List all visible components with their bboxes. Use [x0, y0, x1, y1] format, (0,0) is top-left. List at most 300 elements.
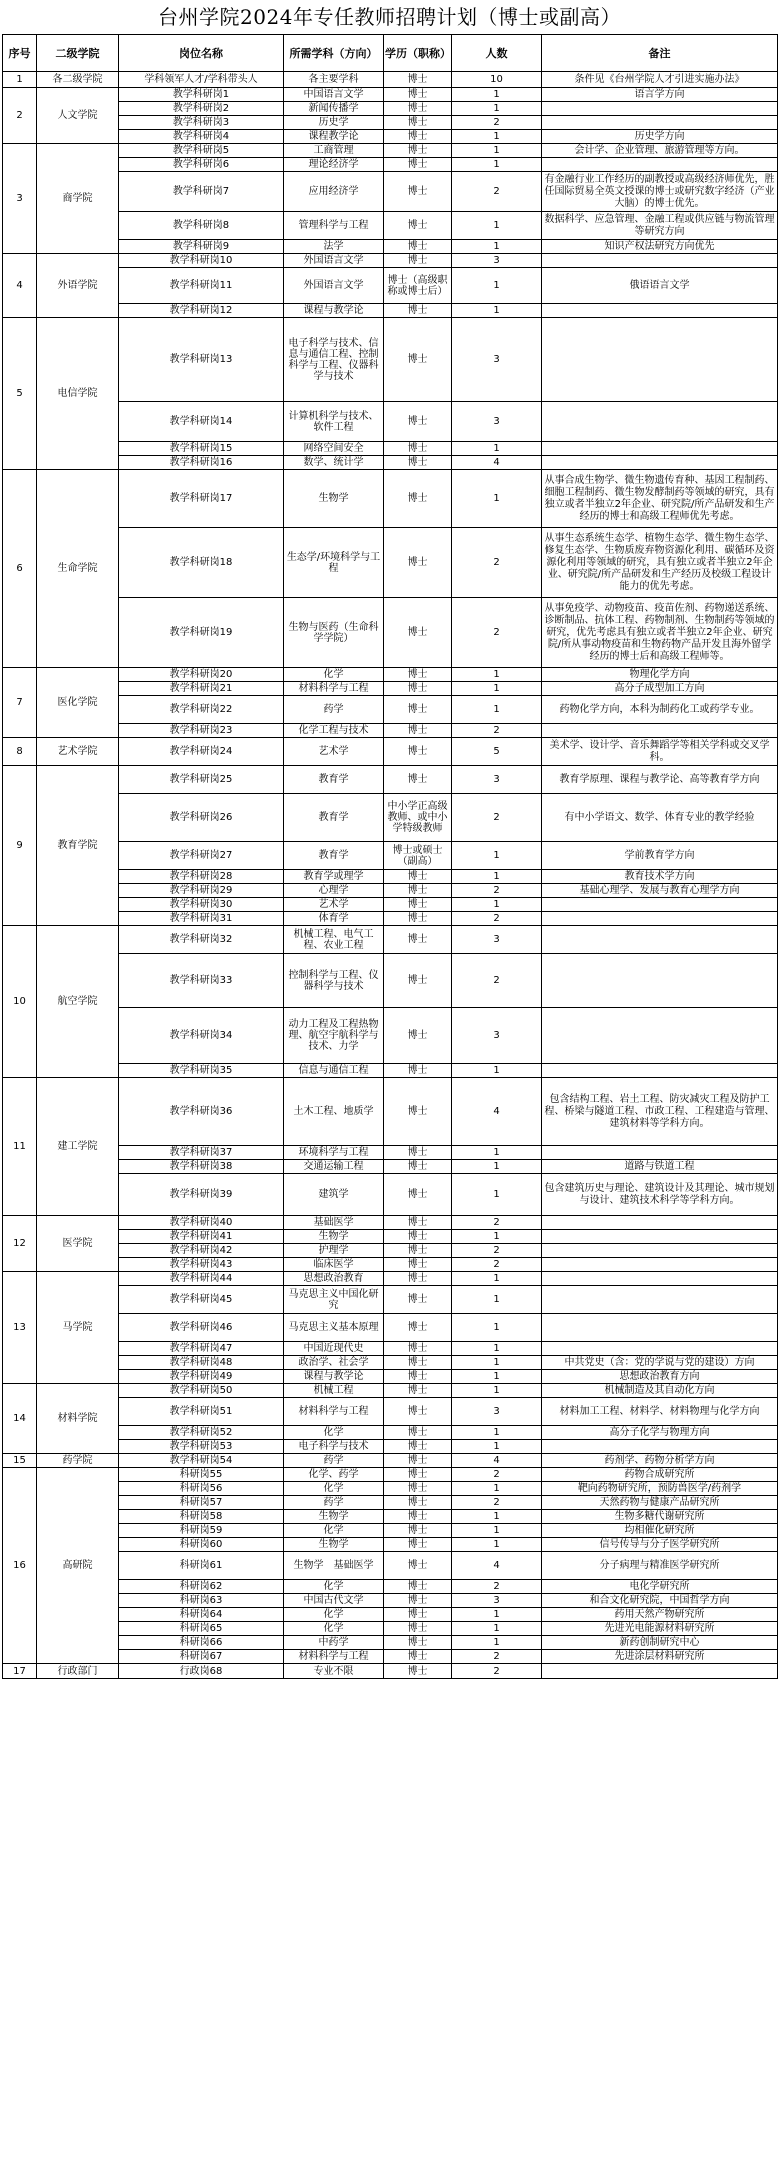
subject-cell: 工商管理	[284, 144, 384, 158]
count-cell: 1	[452, 1356, 542, 1370]
count-cell: 1	[452, 1510, 542, 1524]
count-cell: 1	[452, 1146, 542, 1160]
education-cell: 博士	[384, 1664, 452, 1679]
count-cell: 1	[452, 88, 542, 102]
education-cell: 博士	[384, 912, 452, 926]
note-cell: 学前教育学方向	[542, 842, 778, 870]
count-cell: 2	[452, 1468, 542, 1482]
count-cell: 2	[452, 1650, 542, 1664]
count-cell: 1	[452, 1384, 542, 1398]
count-cell: 1	[452, 1230, 542, 1244]
note-cell: 新药创制研究中心	[542, 1636, 778, 1650]
count-cell: 3	[452, 1594, 542, 1608]
education-cell: 博士	[384, 1286, 452, 1314]
note-cell	[542, 954, 778, 1008]
education-cell: 博士	[384, 144, 452, 158]
table-row	[3, 898, 778, 912]
note-cell	[542, 1286, 778, 1314]
table-row	[3, 1258, 778, 1272]
note-cell: 从事免疫学、动物疫苗、疫苗佐剂、药物递送系统、诊断制品、抗体工程、药物制剂、生物制药等领域的研究，优先考虑具有独立或者半独立2年企业、研究院/所从事动物疫苗和生物药物产品开发且海外留学经历的博士后和高级工程师等。	[542, 598, 778, 668]
count-cell: 4	[452, 1552, 542, 1580]
position-name: 教学科研岗42	[119, 1244, 284, 1258]
position-name: 教学科研岗40	[119, 1216, 284, 1230]
note-cell	[542, 1216, 778, 1230]
position-name: 教学科研岗5	[119, 144, 284, 158]
note-cell: 条件见《台州学院人才引进实施办法》	[542, 72, 778, 88]
note-cell: 分子病理与精准医学研究所	[542, 1552, 778, 1580]
table-row	[3, 240, 778, 254]
education-cell: 博士	[384, 1174, 452, 1216]
note-cell	[542, 1272, 778, 1286]
count-cell: 2	[452, 528, 542, 598]
table-row	[3, 668, 778, 682]
count-cell: 3	[452, 926, 542, 954]
table-row	[3, 738, 778, 766]
unit-number: 3	[3, 144, 37, 254]
education-cell: 博士	[384, 1160, 452, 1174]
subject-cell: 化学工程与技术	[284, 724, 384, 738]
subject-cell: 思想政治教育	[284, 1272, 384, 1286]
position-name: 教学科研岗49	[119, 1370, 284, 1384]
position-name: 教学科研岗32	[119, 926, 284, 954]
table-row	[3, 926, 778, 954]
table-row	[3, 470, 778, 528]
table-row	[3, 1398, 778, 1426]
subject-cell: 理论经济学	[284, 158, 384, 172]
subject-cell: 中国近现代史	[284, 1342, 384, 1356]
college-name: 各二级学院	[37, 72, 119, 88]
header-subject: 所需学科（方向）	[284, 35, 384, 72]
position-name: 科研岗64	[119, 1608, 284, 1622]
count-cell: 4	[452, 1078, 542, 1146]
note-cell: 俄语语言文学	[542, 268, 778, 304]
table-row	[3, 1160, 778, 1174]
position-name: 教学科研岗22	[119, 696, 284, 724]
note-cell: 均相催化研究所	[542, 1524, 778, 1538]
table-row	[3, 1580, 778, 1594]
note-cell: 信号传导与分子医学研究所	[542, 1538, 778, 1552]
table-row	[3, 1454, 778, 1468]
note-cell: 药剂学、药物分析学方向	[542, 1454, 778, 1468]
note-cell: 电化学研究所	[542, 1580, 778, 1594]
subject-cell: 电子科学与技术	[284, 1440, 384, 1454]
position-name: 教学科研岗21	[119, 682, 284, 696]
education-cell: 博士	[384, 1496, 452, 1510]
note-cell: 从事合成生物学、微生物遗传育种、基因工程制药、细胞工程制药、微生物发酵制药等领域的研究，具有独立或者半独立2年企业、研究院/所产品研发和生产经历的博士和高级工程师优先考虑。	[542, 470, 778, 528]
count-cell: 1	[452, 268, 542, 304]
position-name: 教学科研岗7	[119, 172, 284, 212]
position-name: 教学科研岗41	[119, 1230, 284, 1244]
unit-number: 14	[3, 1384, 37, 1454]
recruitment-table	[2, 34, 778, 1679]
note-cell	[542, 254, 778, 268]
note-cell: 高分子成型加工方向	[542, 682, 778, 696]
subject-cell: 化学	[284, 1608, 384, 1622]
table-row	[3, 1538, 778, 1552]
count-cell: 1	[452, 1342, 542, 1356]
position-name: 教学科研岗50	[119, 1384, 284, 1398]
position-name: 科研岗66	[119, 1636, 284, 1650]
count-cell: 1	[452, 1370, 542, 1384]
subject-cell: 中国古代文学	[284, 1594, 384, 1608]
table-row	[3, 954, 778, 1008]
unit-number: 7	[3, 668, 37, 738]
note-cell: 会计学、企业管理、旅游管理等方向。	[542, 144, 778, 158]
subject-cell: 课程与教学论	[284, 1370, 384, 1384]
unit-number: 13	[3, 1272, 37, 1384]
education-cell: 博士（高级职称或博士后）	[384, 268, 452, 304]
position-name: 教学科研岗47	[119, 1342, 284, 1356]
subject-cell: 药学	[284, 696, 384, 724]
subject-cell: 动力工程及工程热物理、航空宇航科学与技术、力学	[284, 1008, 384, 1064]
education-cell: 博士	[384, 1398, 452, 1426]
note-cell	[542, 1244, 778, 1258]
count-cell: 3	[452, 402, 542, 442]
position-name: 教学科研岗30	[119, 898, 284, 912]
note-cell: 高分子化学与物理方向	[542, 1426, 778, 1440]
position-name: 教学科研岗16	[119, 456, 284, 470]
count-cell: 2	[452, 1664, 542, 1679]
table-row	[3, 766, 778, 794]
table-row	[3, 870, 778, 884]
count-cell: 1	[452, 304, 542, 318]
education-cell: 博士	[384, 668, 452, 682]
table-row	[3, 102, 778, 116]
count-cell: 1	[452, 1538, 542, 1552]
subject-cell: 艺术学	[284, 898, 384, 912]
position-name: 教学科研岗13	[119, 318, 284, 402]
count-cell: 1	[452, 1636, 542, 1650]
position-name: 教学科研岗39	[119, 1174, 284, 1216]
education-cell: 博士	[384, 1468, 452, 1482]
count-cell: 1	[452, 1622, 542, 1636]
education-cell: 博士	[384, 116, 452, 130]
subject-cell: 基础医学	[284, 1216, 384, 1230]
position-name: 教学科研岗12	[119, 304, 284, 318]
education-cell: 博士	[384, 1258, 452, 1272]
education-cell: 博士	[384, 738, 452, 766]
table-row	[3, 268, 778, 304]
college-name: 商学院	[37, 144, 119, 254]
count-cell: 1	[452, 1064, 542, 1078]
count-cell: 1	[452, 870, 542, 884]
position-name: 科研岗65	[119, 1622, 284, 1636]
table-row	[3, 116, 778, 130]
table-row	[3, 318, 778, 402]
education-cell: 博士	[384, 1608, 452, 1622]
note-cell	[542, 1664, 778, 1679]
education-cell: 博士	[384, 1078, 452, 1146]
table-row	[3, 304, 778, 318]
subject-cell: 管理科学与工程	[284, 212, 384, 240]
table-row	[3, 212, 778, 240]
table-body	[3, 72, 778, 1679]
subject-cell: 心理学	[284, 884, 384, 898]
table-row	[3, 682, 778, 696]
table-row	[3, 158, 778, 172]
count-cell: 1	[452, 898, 542, 912]
note-cell	[542, 1146, 778, 1160]
education-cell: 博士	[384, 1650, 452, 1664]
position-name: 教学科研岗36	[119, 1078, 284, 1146]
education-cell: 博士	[384, 696, 452, 724]
education-cell: 博士	[384, 456, 452, 470]
position-name: 教学科研岗37	[119, 1146, 284, 1160]
count-cell: 3	[452, 1008, 542, 1064]
education-cell: 博士	[384, 304, 452, 318]
position-name: 教学科研岗52	[119, 1426, 284, 1440]
education-cell: 博士	[384, 1216, 452, 1230]
college-name: 马学院	[37, 1272, 119, 1384]
subject-cell: 生物学	[284, 1510, 384, 1524]
count-cell: 2	[452, 724, 542, 738]
position-name: 教学科研岗51	[119, 1398, 284, 1426]
unit-number: 6	[3, 470, 37, 668]
position-name: 教学科研岗6	[119, 158, 284, 172]
note-cell: 有金融行业工作经历的副教授或高级经济师优先，胜任国际贸易全英文授课的博士或研究数字经济（产业大脑）的博士优先。	[542, 172, 778, 212]
subject-cell: 化学	[284, 1580, 384, 1594]
education-cell: 博士	[384, 1552, 452, 1580]
note-cell	[542, 318, 778, 402]
college-name: 药学院	[37, 1454, 119, 1468]
education-cell: 博士	[384, 1482, 452, 1496]
position-name: 科研岗62	[119, 1580, 284, 1594]
subject-cell: 信息与通信工程	[284, 1064, 384, 1078]
count-cell: 3	[452, 1398, 542, 1426]
subject-cell: 体育学	[284, 912, 384, 926]
unit-number: 16	[3, 1468, 37, 1664]
position-name: 科研岗60	[119, 1538, 284, 1552]
subject-cell: 建筑学	[284, 1174, 384, 1216]
note-cell	[542, 724, 778, 738]
table-row	[3, 144, 778, 158]
college-name: 材料学院	[37, 1384, 119, 1454]
subject-cell: 临床医学	[284, 1258, 384, 1272]
subject-cell: 外国语言文学	[284, 268, 384, 304]
education-cell: 博士	[384, 172, 452, 212]
subject-cell: 机械工程、电气工程、农业工程	[284, 926, 384, 954]
subject-cell: 电子科学与技术、信息与通信工程、控制科学与工程、仪器科学与技术	[284, 318, 384, 402]
position-name: 教学科研岗44	[119, 1272, 284, 1286]
count-cell: 1	[452, 696, 542, 724]
table-row	[3, 1552, 778, 1580]
note-cell	[542, 898, 778, 912]
subject-cell: 新闻传播学	[284, 102, 384, 116]
education-cell: 博士	[384, 1008, 452, 1064]
subject-cell: 外国语言文学	[284, 254, 384, 268]
college-name: 教育学院	[37, 766, 119, 926]
table-row	[3, 1078, 778, 1146]
subject-cell: 计算机科学与技术、软件工程	[284, 402, 384, 442]
subject-cell: 法学	[284, 240, 384, 254]
subject-cell: 教育学或理学	[284, 870, 384, 884]
education-cell: 博士	[384, 402, 452, 442]
subject-cell: 生态学/环境科学与工程	[284, 528, 384, 598]
position-name: 教学科研岗2	[119, 102, 284, 116]
count-cell: 1	[452, 1314, 542, 1342]
education-cell: 博士	[384, 158, 452, 172]
education-cell: 博士	[384, 254, 452, 268]
count-cell: 1	[452, 212, 542, 240]
subject-cell: 政治学、社会学	[284, 1356, 384, 1370]
college-name: 建工学院	[37, 1078, 119, 1216]
unit-number: 9	[3, 766, 37, 926]
note-cell	[542, 1258, 778, 1272]
position-name: 科研岗61	[119, 1552, 284, 1580]
count-cell: 3	[452, 254, 542, 268]
subject-cell: 马克思主义中国化研究	[284, 1286, 384, 1314]
position-name: 教学科研岗20	[119, 668, 284, 682]
note-cell: 药物合成研究所	[542, 1468, 778, 1482]
position-name: 科研岗58	[119, 1510, 284, 1524]
position-name: 教学科研岗23	[119, 724, 284, 738]
education-cell: 博士	[384, 598, 452, 668]
education-cell: 博士或硕士（副高）	[384, 842, 452, 870]
subject-cell: 历史学	[284, 116, 384, 130]
position-name: 教学科研岗43	[119, 1258, 284, 1272]
count-cell: 1	[452, 130, 542, 144]
count-cell: 2	[452, 954, 542, 1008]
count-cell: 1	[452, 144, 542, 158]
education-cell: 博士	[384, 926, 452, 954]
education-cell: 博士	[384, 1230, 452, 1244]
subject-cell: 化学	[284, 1524, 384, 1538]
position-name: 教学科研岗9	[119, 240, 284, 254]
unit-number: 4	[3, 254, 37, 318]
note-cell: 美术学、设计学、音乐舞蹈学等相关学科或交叉学科。	[542, 738, 778, 766]
position-name: 教学科研岗28	[119, 870, 284, 884]
college-name: 高研院	[37, 1468, 119, 1664]
note-cell	[542, 456, 778, 470]
position-name: 教学科研岗8	[119, 212, 284, 240]
note-cell	[542, 912, 778, 926]
table-row	[3, 1008, 778, 1064]
note-cell: 物理化学方向	[542, 668, 778, 682]
header-college: 二级学院	[37, 35, 119, 72]
table-row	[3, 724, 778, 738]
unit-number: 17	[3, 1664, 37, 1679]
education-cell: 博士	[384, 1064, 452, 1078]
note-cell	[542, 1342, 778, 1356]
note-cell	[542, 926, 778, 954]
college-name: 电信学院	[37, 318, 119, 470]
table-row	[3, 1230, 778, 1244]
table-row	[3, 1356, 778, 1370]
subject-cell: 数学、统计学	[284, 456, 384, 470]
note-cell: 教育技术学方向	[542, 870, 778, 884]
table-row	[3, 1594, 778, 1608]
header-position: 岗位名称	[119, 35, 284, 72]
position-name: 科研岗56	[119, 1482, 284, 1496]
table-row	[3, 254, 778, 268]
education-cell: 博士	[384, 470, 452, 528]
page-title: 台州学院2024年专任教师招聘计划（博士或副高）	[158, 5, 621, 29]
table-row	[3, 456, 778, 470]
table-row	[3, 1064, 778, 1078]
position-name: 教学科研岗48	[119, 1356, 284, 1370]
count-cell: 1	[452, 1272, 542, 1286]
count-cell: 2	[452, 912, 542, 926]
education-cell: 中小学正高级教师、或中小学特级教师	[384, 794, 452, 842]
unit-number: 10	[3, 926, 37, 1078]
count-cell: 2	[452, 1216, 542, 1230]
subject-cell: 化学	[284, 668, 384, 682]
table-row	[3, 528, 778, 598]
count-cell: 1	[452, 682, 542, 696]
table-row	[3, 1636, 778, 1650]
note-cell: 历史学方向	[542, 130, 778, 144]
note-cell: 数据科学、应急管理、金融工程或供应链与物流管理等研究方向	[542, 212, 778, 240]
table-row	[3, 72, 778, 88]
table-row	[3, 1496, 778, 1510]
note-cell	[542, 1314, 778, 1342]
subject-cell: 教育学	[284, 842, 384, 870]
subject-cell: 机械工程	[284, 1384, 384, 1398]
education-cell: 博士	[384, 766, 452, 794]
position-name: 科研岗59	[119, 1524, 284, 1538]
subject-cell: 材料科学与工程	[284, 1650, 384, 1664]
note-cell: 包含建筑历史与理论、建筑设计及其理论、城市规划与设计、建筑技术科学等学科方向。	[542, 1174, 778, 1216]
position-name: 教学科研岗18	[119, 528, 284, 598]
unit-number: 2	[3, 88, 37, 144]
subject-cell: 生物学	[284, 1230, 384, 1244]
subject-cell: 课程与教学论	[284, 304, 384, 318]
note-cell: 生物多糖代谢研究所	[542, 1510, 778, 1524]
college-name: 医学院	[37, 1216, 119, 1272]
table-row	[3, 88, 778, 102]
unit-number: 12	[3, 1216, 37, 1272]
education-cell: 博士	[384, 130, 452, 144]
position-name: 教学科研岗33	[119, 954, 284, 1008]
education-cell: 博士	[384, 1426, 452, 1440]
subject-cell: 化学	[284, 1622, 384, 1636]
position-name: 教学科研岗54	[119, 1454, 284, 1468]
position-name: 教学科研岗1	[119, 88, 284, 102]
college-name: 生命学院	[37, 470, 119, 668]
count-cell: 1	[452, 240, 542, 254]
position-name: 科研岗63	[119, 1594, 284, 1608]
table-row	[3, 598, 778, 668]
table-row	[3, 172, 778, 212]
note-cell: 药物化学方向，本科为制药化工或药学专业。	[542, 696, 778, 724]
count-cell: 2	[452, 1496, 542, 1510]
subject-cell: 护理学	[284, 1244, 384, 1258]
education-cell: 博士	[384, 1384, 452, 1398]
header-note: 备注	[542, 35, 778, 72]
count-cell: 1	[452, 1482, 542, 1496]
table-row	[3, 696, 778, 724]
subject-cell: 生物学 基础医学	[284, 1552, 384, 1580]
subject-cell: 教育学	[284, 766, 384, 794]
table-row	[3, 1286, 778, 1314]
college-name: 医化学院	[37, 668, 119, 738]
table-row	[3, 1426, 778, 1440]
position-name: 教学科研岗10	[119, 254, 284, 268]
education-cell: 博士	[384, 72, 452, 88]
education-cell: 博士	[384, 1356, 452, 1370]
position-name: 教学科研岗53	[119, 1440, 284, 1454]
education-cell: 博士	[384, 1454, 452, 1468]
subject-cell: 各主要学科	[284, 72, 384, 88]
unit-number: 8	[3, 738, 37, 766]
count-cell: 5	[452, 738, 542, 766]
note-cell	[542, 158, 778, 172]
count-cell: 1	[452, 842, 542, 870]
count-cell: 2	[452, 598, 542, 668]
subject-cell: 交通运输工程	[284, 1160, 384, 1174]
position-name: 教学科研岗17	[119, 470, 284, 528]
position-name: 教学科研岗29	[119, 884, 284, 898]
